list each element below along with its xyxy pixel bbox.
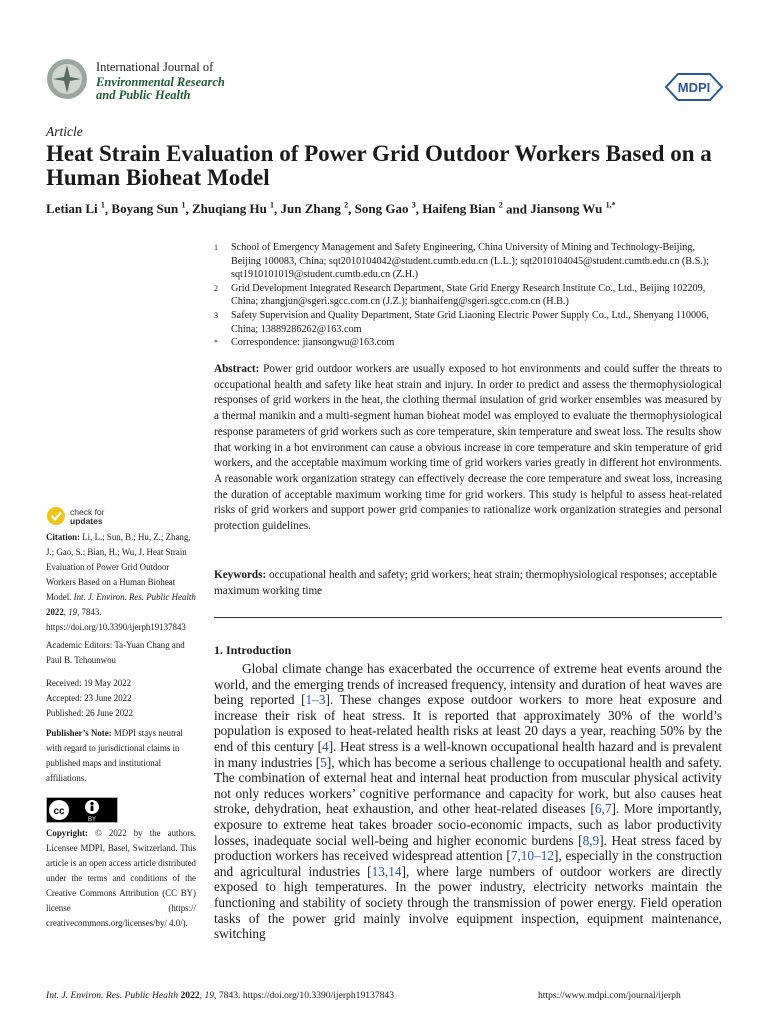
article-title: Heat Strain Evaluation of Power Grid Outdoor Workers Based on a Human Bioheat Model (46, 141, 712, 190)
affiliation-text: Correspondence: jiansongwu@163.com (231, 337, 395, 349)
affiliations (214, 241, 726, 350)
keywords (214, 568, 722, 599)
mdpi-logo-icon (664, 70, 724, 104)
author-name: Zhuqiang Hu $^1$ (192, 201, 275, 217)
footer-citation: Int. J. Environ. Res. Public Health 2022, 19, 7843. https://doi.org/10.3390/ijerph19137843 (46, 990, 395, 1001)
citation-link[interactable]: 4 (322, 738, 329, 754)
journal-logo-icon (46, 58, 88, 100)
journal-name-line3: and Public Health (96, 88, 191, 102)
abstract-label: Abstract: (214, 363, 260, 375)
divider (214, 617, 722, 618)
citation-text: Li, L.; Sun, B.; Hu, Z.; Zhang, J.; Gao, S.; Bian, H.; Wu, J. Heat Strain Evaluation of Power Grid Outdoor Workers Based on a Human Bioheat Model. (46, 532, 191, 602)
author-affiliation-mark: 1 (100, 201, 105, 210)
citation-block: Citation: Li, L.; Sun, B.; Hu, Z.; Zhang, J.; Gao, S.; Bian, H.; Wu, J. Heat Strain Evaluation of Power Grid Outdoor Workers Based on a Human Bioheat Model. Int. J. Environ. Res. Public Health 2022, 19, 7843. https://doi.org/10.3390/ijerph19137843 (46, 532, 196, 632)
check-label-2: updates (70, 516, 103, 526)
copyright-notice (46, 826, 196, 931)
mdpi-logo-text: MDPI (677, 80, 711, 95)
journal-name-line1: International Journal of (96, 60, 214, 74)
abstract-text: Power grid outdoor workers are usually exposed to hot environments and could suffer the threats to occupational health and safety like heat strain and injury. In order to predict and assess the thermophysiological responses of grid workers in the heat, the clothing thermal insulation of grid worker ensembles was measured by a thermal manikin and a multi-segment human bioheat model was employed to evaluate the thermophysiological response parameters of grid workers such as core temperature, skin temperature and sweat loss. The results show that working in a hot environment can cause a obvious increase in core temperature and skin temperature of grid workers, and the acceptable maximum working time of grid workers varies greatly in different hot environments. A reasonable work organization strategy can effectively decrease the core temperature and sweat loss, increasing the duration of acceptable maximum working time for grid workers. This study is helpful to assess heat-related risks of grid workers and support power grid companies to rationalize work organization strategies and personal protection guidelines. (214, 363, 723, 533)
citation-link[interactable]: 7,10–12 (510, 848, 555, 864)
section-heading: 1. Introduction (214, 643, 292, 657)
keywords-label: Keywords: (214, 569, 267, 581)
author-name: Song Gao $^3$ (354, 201, 416, 217)
citation-link[interactable]: 5 (320, 754, 327, 770)
check-for-updates-badge[interactable] (46, 506, 136, 526)
cc-by-license-icon[interactable] (46, 797, 118, 823)
article-type: Article (46, 124, 83, 139)
author-affiliation-mark: 1,* (605, 201, 616, 210)
cc-by-label: BY (87, 817, 97, 823)
footer-year: 2022 (180, 990, 200, 1001)
publisher-note-label: Publisher’s Note: (46, 728, 112, 738)
author-name: Boyang Sun $^1$ (111, 201, 186, 217)
citation-journal: Int. J. Environ. Res. Public Health (73, 592, 196, 602)
affiliation-number: 1 (214, 243, 218, 252)
affiliation-number: 2 (214, 283, 218, 293)
svg-text:cc: cc (53, 806, 65, 817)
dates (46, 676, 196, 721)
author-name: Letian Li $^1$ (46, 201, 105, 217)
citation-link[interactable]: 6,7 (594, 801, 612, 817)
copyright-text: © 2022 by the authors. Licensee MDPI, Basel, Switzerland. This article is an open access article distributed under the terms and conditions of the Creative Commons Attribution (CC BY) license (https:// creativecommons.org/licenses/by/ 4.0/). (46, 828, 196, 928)
author-affiliation-mark: 2 (498, 201, 503, 210)
footer-doi[interactable]: , 7843. https://doi.org/10.3390/ijerph19137843 (214, 990, 395, 1001)
author-affiliation-mark: 1 (181, 201, 186, 210)
footer-journal: Int. J. Environ. Res. Public Health (46, 990, 179, 1001)
journal-name-line2: Environmental Research (96, 75, 225, 89)
author-affiliation-mark: 1 (270, 201, 275, 210)
author-affiliation-mark: 2 (344, 201, 349, 210)
affiliation-item (214, 336, 726, 350)
academic-editors: Academic Editors: Ta-Yuan Chang and Paul B. Tchounwou (46, 640, 185, 665)
footer-volume: 19 (204, 990, 215, 1001)
date-published: Published: 26 June 2022 (46, 708, 134, 718)
date-accepted: Accepted: 23 June 2022 (46, 693, 132, 703)
author-name: Jiansong Wu $^{1,*}$ (530, 201, 616, 217)
author-affiliation-mark: 3 (411, 201, 416, 210)
citation-label: Citation: (46, 532, 81, 542)
citation-rest[interactable]: , 7843. https://doi.org/10.3390/ijerph19137843 (46, 607, 186, 632)
affiliation-text: School of Emergency Management and Safety Engineering, China University of Mining and Technology-Beijing, Beijing 100083, China; sqt2010104042@student.cumtb.edu.cn (L.L.); sqt2010104045@student.cumtb.edu.cn (B.S.); sqt1910101019@student.cumtb.edu.cn (Z.H.) (231, 242, 710, 281)
copyright-label: Copyright: (46, 828, 88, 838)
affiliation-text: Safety Supervision and Quality Department, State Grid Liaoning Electric Power Supply Co., Ltd., Shenyang 110006, China; 13889286262@163.com (231, 309, 709, 335)
footer-journal-url[interactable]: https://www.mdpi.com/journal/ijerph (538, 990, 681, 1001)
affiliation-number: * (214, 338, 218, 348)
affiliation-text: Grid Development Integrated Research Department, State Grid Energy Research Institute Co., Ltd., Beijing 102209, China; zhangjun@sgeri.sgcc.com.cn (J.Z.); bianhaifeng@sgeri.sgcc.com.cn (H.B.) (231, 282, 706, 308)
citation-volume: 19 (68, 607, 78, 617)
introduction-paragraph: Global climate change has exacerbated the occurrence of extreme heat events around the world, and the emerging trends of increased frequency, intensity and duration of heat waves are being reported [1–3]. These changes expose outdoor workers to more heat exposure and increase their risk of heat stress. It is reported that approximately 30% of the world’s population is exposed to heat-related health risks at least 20 days a year, reaching 50% by the end of this century [4]. Heat stress is a well-known occupational health hazard and is prevalent in many industries [5], which has become a serious challenge to occupational health and safety. The combination of external heat and internal heat production from muscular physical activity not only reduces workers’ cognitive performance and capacity for work, but also causes heat stroke, dehydration, heat exhaustion, and other heat-related diseases [6,7]. More importantly, exposure to extreme heat takes broader socio-economic impacts, such as labor productivity losses, inadequate social well-being and higher economic burdens [8,9]. Heat stress faced by production workers has received widespread attention [7,10–12], especially in the construction and agricultural industries [13,14], where large numbers of outdoor workers are directly exposed to high temperatures. In the power industry, electricity networks maintain the functioning and stability of society through the transmission of power energy. Field operation tasks of the power grid mainly involve equipment inspection, equipment maintenance, switching (214, 661, 723, 942)
author-name: Jun Zhang $^2$ (280, 201, 349, 217)
affiliation-item (214, 309, 726, 336)
citation-link[interactable]: 8,9 (582, 832, 600, 848)
publisher-note (46, 726, 196, 786)
abstract (214, 362, 722, 535)
citation-link[interactable]: 13,14 (371, 863, 402, 879)
citation-link[interactable]: 1–3 (305, 692, 326, 708)
affiliation-item (214, 241, 726, 282)
author-name: Haifeng Bian $^2$ (422, 201, 503, 217)
check-label-1: check for (70, 507, 105, 517)
affiliation-item (214, 282, 726, 309)
publisher-note-text: MDPI stays neutral with regard to jurisdictional claims in published maps and institutional affiliations. (46, 728, 183, 783)
affiliation-number: 3 (214, 310, 218, 320)
date-received: Received: 19 May 2022 (46, 678, 132, 688)
citation-year: 2022 (46, 607, 64, 617)
keywords-text: occupational health and safety; grid workers; heat strain; thermophysiological responses; acceptable maximum working time (214, 569, 717, 597)
author-list: Letian Li $^1$, Boyang Sun $^1$, Zhuqiang Hu $^1$, Jun Zhang $^2$, Song Gao $^3$, Haifeng Bian $^2$ and Jiansong Wu $^{1,*}$ (46, 201, 616, 217)
